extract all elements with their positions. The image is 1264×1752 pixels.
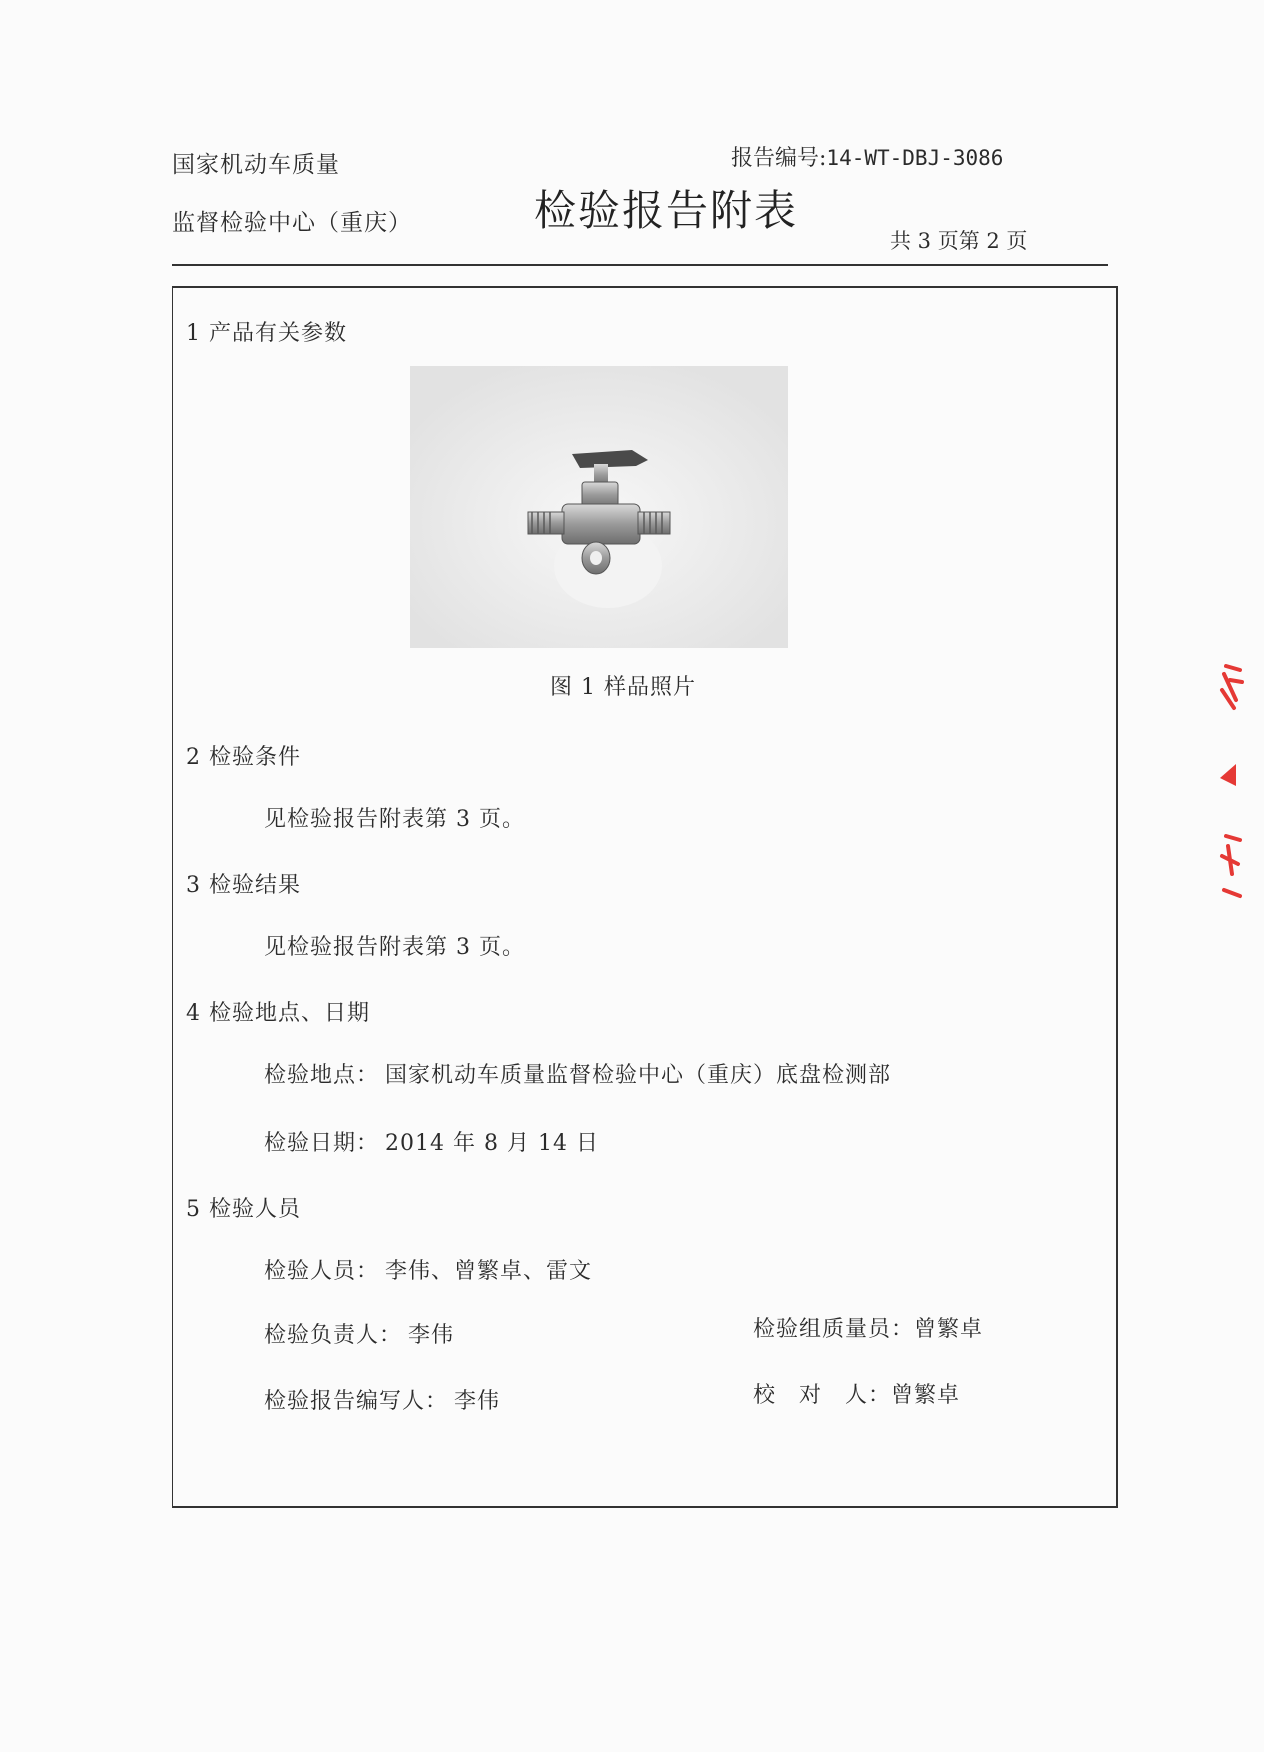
inspection-lead <box>264 1318 454 1349</box>
figure-caption: 图 1 样品照片 <box>550 675 696 700</box>
section-4-title: 4 检验地点、日期 <box>186 1001 370 1026</box>
report-number <box>731 141 1003 172</box>
date-label: 检验日期： <box>264 1131 380 1156</box>
location-label: 检验地点： <box>264 1063 380 1088</box>
proofreader <box>753 1378 960 1409</box>
section-2-title: 2 检验条件 <box>186 745 301 770</box>
inspection-location <box>264 1058 891 1089</box>
page-count: 共 3 页第 2 页 <box>890 229 1028 253</box>
section-3-title: 3 检验结果 <box>186 873 301 898</box>
quality-officer <box>753 1312 983 1343</box>
lead-value: 李伟 <box>408 1323 455 1348</box>
center-name-line1: 国家机动车质量 <box>172 152 340 178</box>
qa-value: 曾繁卓 <box>914 1317 984 1342</box>
sample-photo <box>410 366 788 648</box>
inspection-personnel <box>264 1254 592 1285</box>
seal-stamp-fragment <box>1206 660 1246 900</box>
section-5-title: 5 检验人员 <box>186 1197 301 1222</box>
location-value: 国家机动车质量监督检验中心（重庆）底盘检测部 <box>385 1063 892 1088</box>
report-writer <box>264 1384 500 1415</box>
header-divider <box>172 264 1108 266</box>
personnel-value: 李伟、曾繁卓、雷文 <box>385 1259 593 1284</box>
report-number-label: 报告编号: <box>731 146 827 171</box>
section-2-text: 见检验报告附表第 3 页。 <box>264 807 525 832</box>
section-1-title: 1 产品有关参数 <box>186 321 347 346</box>
writer-label: 检验报告编写人： <box>264 1389 449 1414</box>
valve-image <box>410 366 788 648</box>
page-title: 检验报告附表 <box>534 186 799 235</box>
date-value: 2014 年 8 月 14 日 <box>385 1131 599 1156</box>
qa-label: 检验组质量员： <box>753 1317 915 1342</box>
proof-label: 校 对 人： <box>753 1383 892 1408</box>
personnel-label: 检验人员： <box>264 1259 380 1284</box>
section-3-text: 见检验报告附表第 3 页。 <box>264 935 525 960</box>
center-name-line2: 监督检验中心（重庆） <box>172 210 412 236</box>
writer-value: 李伟 <box>454 1389 501 1414</box>
proof-value: 曾繁卓 <box>891 1383 961 1408</box>
lead-label: 检验负责人： <box>264 1323 403 1348</box>
report-number-value: 14-WT-DBJ-3086 <box>826 146 1004 170</box>
inspection-date <box>264 1126 599 1157</box>
